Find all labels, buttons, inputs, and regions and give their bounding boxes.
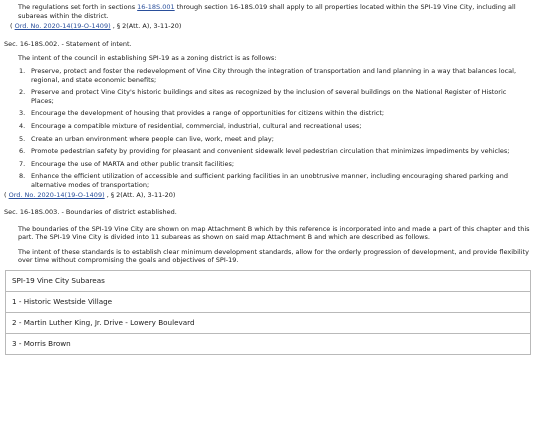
list-item — [19, 159, 532, 169]
list-number: 8. — [19, 172, 26, 181]
ordinance-link-1[interactable]: Ord. No. 2020-14(19-O-1409) — [14, 22, 111, 31]
intro-text-before: The regulations set forth in sections — [18, 3, 138, 11]
section-001-link[interactable]: 16-18S.001 — [137, 3, 175, 11]
table-header-row — [6, 271, 531, 292]
list-text: Preserve and protect Vine City's historic buildings and sites as recognized by the inclusion of several buildings on the National Register of Historic Places; — [31, 88, 507, 105]
intent-list — [4, 67, 532, 190]
list-text: Enhance the efficient utilization of accessible and sufficient parking facilities in an unobtrusive manner, including encouraging shared parking and alternative modes of transportation; — [31, 172, 508, 189]
list-text: Encourage a compatible mixture of residential, commercial, industrial, cultural and recreational uses; — [31, 121, 362, 130]
table-row — [6, 292, 531, 313]
list-item — [19, 121, 532, 131]
list-text: Encourage the development of housing that provides a range of opportunities for citizens within the district; — [31, 109, 385, 118]
citation-rest: , § 2(Att. A), 3-11-20) — [110, 22, 182, 31]
list-number: 1. — [19, 66, 26, 75]
list-number: 5. — [19, 134, 26, 143]
citation-open: ( — [10, 22, 15, 31]
list-text: Preserve, protect and foster the redevelopment of Vine City through the integration of transportation and land planning in a way that balances local, regional, and state economic benefits; — [31, 66, 517, 84]
list-item — [19, 88, 532, 105]
intro-text-rest: through section 16-18S.019 shall apply to all properties located within the SPI-19 Vine City, including all subareas within the district. — [18, 3, 516, 20]
section-003-boundaries-paragraph: The boundaries of the SPI-19 Vine City are shown on map Attachment B which by this reference is incorporated into and made a part of this chapter and this part. The SPI-19 Vine City is divided into 11 subareas as shown on said map Attachment B and which are described as follows. — [18, 224, 530, 242]
list-number: 7. — [19, 159, 26, 168]
citation-1 — [10, 22, 532, 31]
subareas-table — [5, 270, 531, 355]
intro-paragraph — [4, 3, 532, 20]
table-cell: 3 - Morris Brown — [6, 334, 531, 355]
citation-open: ( — [4, 190, 9, 199]
list-item — [19, 109, 532, 118]
citation-2 — [4, 191, 532, 200]
list-number: 3. — [19, 109, 26, 118]
section-002-intro: The intent of the council in establishing SPI-19 as a zoning district is as follows: — [18, 54, 277, 63]
table-cell: 1 - Historic Westside Village — [6, 292, 531, 313]
list-number: 4. — [19, 121, 26, 130]
list-item — [19, 66, 532, 84]
section-002-heading: Sec. 16-18S.002. - Statement of intent. — [4, 39, 132, 48]
table-cell: 2 - Martin Luther King, Jr. Drive - Lowery Boulevard — [6, 313, 531, 334]
section-003-standards-paragraph: The intent of these standards is to establish clear minimum development standards, allow for the orderly progression of development, and provide flexibility over time without compromising the goals and objectives of SPI-19. — [18, 247, 529, 265]
list-item — [19, 147, 532, 156]
ordinance-link-2[interactable]: Ord. No. 2020-14(19-O-1409) — [8, 190, 105, 199]
list-number: 2. — [19, 88, 26, 97]
list-item — [19, 172, 532, 189]
list-text: Create an urban environment where people can live, work, meet and play; — [31, 134, 274, 143]
list-text: Promote pedestrian safety by providing for pleasant and convenient sidewalk level pedestrian circulation that minimizes impediments by vehicles; — [31, 147, 510, 156]
table-row — [6, 313, 531, 334]
list-number: 6. — [19, 147, 26, 156]
table-header-cell: SPI-19 Vine City Subareas — [6, 271, 531, 292]
citation-rest: , § 2(Att. A), 3-11-20) — [104, 190, 176, 199]
list-text: Encourage the use of MARTA and other public transit facilities; — [31, 159, 235, 168]
table-row — [6, 334, 531, 355]
list-item — [19, 134, 532, 144]
section-003-heading: Sec. 16-18S.003. - Boundaries of district established. — [4, 208, 177, 217]
